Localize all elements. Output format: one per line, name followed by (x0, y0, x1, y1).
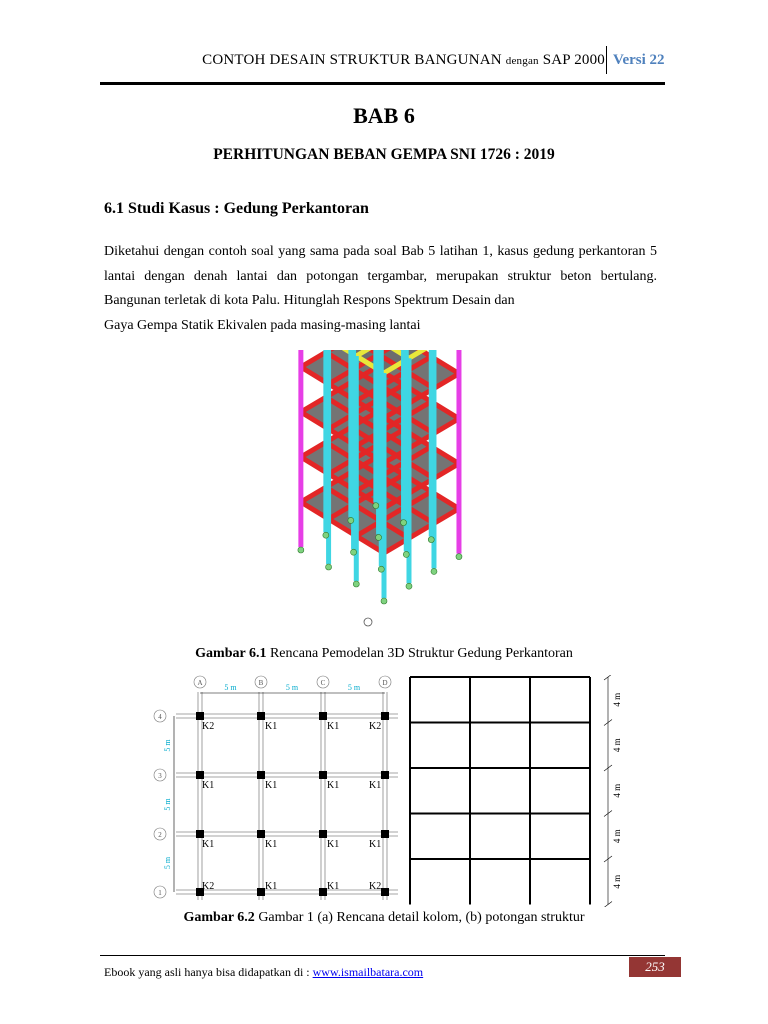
header-rule (100, 82, 665, 85)
support-node (353, 581, 359, 587)
axis-label: 3 (158, 772, 162, 780)
span-label: 5 m (163, 798, 172, 811)
span-label: 5 m (163, 856, 172, 870)
storey-height-label: 4 m (612, 874, 622, 889)
column-label: K2 (369, 721, 382, 732)
axis-label: B (258, 679, 264, 687)
column-label: K1 (265, 721, 278, 732)
footer-text: Ebook yang asli hanya bisa didapatkan di : (104, 965, 310, 979)
plan-column (319, 712, 327, 720)
support-node (326, 564, 332, 570)
plan-column (196, 830, 204, 838)
support-node (401, 520, 407, 526)
plan-column (257, 712, 265, 720)
paragraph-last-line: Gaya Gempa Statik Ekivalen pada masing-masing lantai (104, 317, 421, 333)
support-node (376, 534, 382, 540)
column-label: K1 (327, 721, 340, 732)
support-node (298, 547, 304, 553)
header-title-small: dengan (505, 55, 539, 67)
column-label: K1 (265, 780, 278, 791)
column-label: K1 (202, 780, 215, 791)
column-label: K1 (265, 839, 278, 850)
storey-height-label: 4 m (612, 783, 622, 798)
axis-label: A (197, 679, 203, 687)
support-node (403, 551, 409, 557)
plan-column (196, 712, 204, 720)
footer-rule (100, 955, 665, 956)
plan-column (381, 712, 389, 720)
span-label: 5 m (163, 739, 172, 752)
figure-6-1-caption (0, 646, 768, 662)
elevation-dimensions (604, 675, 622, 907)
plan-column (319, 771, 327, 779)
origin-marker (364, 618, 372, 626)
header-title-end: SAP 2000 (542, 52, 605, 68)
support-node (406, 583, 412, 589)
plan-column (257, 771, 265, 779)
storey-height-label: 4 m (612, 692, 622, 707)
storey-height-label: 4 m (612, 738, 622, 753)
plan-column (257, 830, 265, 838)
plan-column (257, 888, 265, 896)
plan-column (381, 888, 389, 896)
plan-labels (154, 676, 391, 898)
body-paragraph (104, 240, 657, 338)
span-label: 5 m (285, 683, 299, 692)
elevation-frame (410, 677, 590, 905)
span-label: 5 m (347, 683, 361, 692)
footer (104, 965, 423, 980)
column-label: K2 (202, 721, 215, 732)
support-node (348, 517, 354, 523)
header-version: Versi 22 (613, 52, 665, 68)
footer-link[interactable]: www.ismailbatara.com (312, 965, 424, 979)
header-separator (606, 46, 607, 74)
column-label: K1 (327, 881, 340, 892)
running-header (202, 52, 605, 69)
axis-label: 1 (158, 889, 162, 897)
plan-columns (196, 712, 389, 896)
model-3d-figure (262, 350, 522, 640)
column-label: K1 (369, 839, 382, 850)
support-node (381, 598, 387, 604)
plan-column (319, 888, 327, 896)
floor-plan-figure (148, 672, 410, 904)
plan-column (319, 830, 327, 838)
paragraph-main: Diketahui dengan contoh soal yang sama pada soal Bab 5 latihan 1, kasus gedung perkantoran 5 lantai dengan denah lantai dan potongan tergambar, merupakan struktur beton bertulang. Bangunan terletak di kota Palu. Hitunglah Respons Spektrum Desain dan (104, 244, 657, 308)
support-node (456, 554, 462, 560)
figure-6-2-caption (0, 910, 768, 926)
axis-label: 4 (158, 713, 162, 721)
support-node (378, 566, 384, 572)
section-heading: 6.1 Studi Kasus : Gedung Perkantoran (104, 200, 369, 217)
axis-label: C (320, 679, 326, 687)
axis-label: D (382, 679, 388, 687)
axis-label: 2 (158, 831, 162, 839)
model-frame (298, 350, 462, 626)
column-label: K2 (369, 881, 382, 892)
figure-6-2-text: Gambar 1 (a) Rencana detail kolom, (b) potongan struktur (258, 910, 585, 925)
support-node (351, 549, 357, 555)
figure-6-1-text: Rencana Pemodelan 3D Struktur Gedung Perkantoran (269, 646, 573, 661)
column-label: K2 (202, 881, 215, 892)
support-node (323, 532, 329, 538)
page-number: 253 (629, 957, 681, 977)
plan-column (381, 830, 389, 838)
column-label: K1 (369, 780, 382, 791)
span-label: 5 m (224, 683, 237, 692)
figure-6-2-label: Gambar 6.2 (183, 910, 255, 925)
storey-height-label: 4 m (612, 829, 622, 844)
column-label: K1 (327, 780, 340, 791)
header-title-main: CONTOH DESAIN STRUKTUR BANGUNAN (202, 52, 502, 68)
support-node (428, 537, 434, 543)
column-label: K1 (202, 839, 215, 850)
support-node (373, 503, 379, 509)
column-label: K1 (327, 839, 340, 850)
plan-column (381, 771, 389, 779)
column-label: K1 (265, 881, 278, 892)
chapter-number: BAB 6 (353, 103, 415, 128)
chapter-title: PERHITUNGAN BEBAN GEMPA SNI 1726 : 2019 (213, 146, 555, 163)
figure-6-1-label: Gambar 6.1 (195, 646, 267, 661)
support-node (431, 568, 437, 574)
elevation-figure (408, 675, 630, 907)
plan-column (196, 771, 204, 779)
